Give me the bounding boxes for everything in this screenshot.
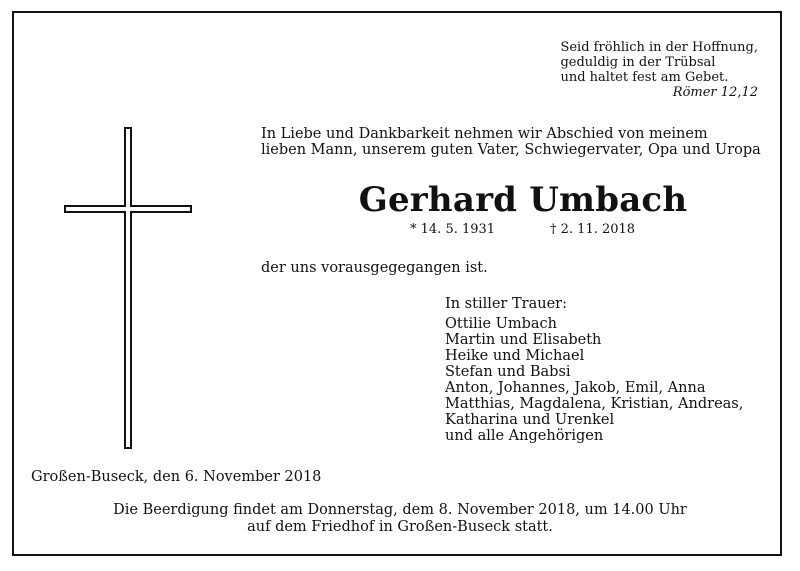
mourner-line: Ottilie Umbach [445, 316, 557, 332]
mourner-line: Anton, Johannes, Jakob, Emil, Anna [445, 380, 706, 396]
intro-text [261, 126, 761, 158]
mourner-line: Stefan und Babsi [445, 364, 571, 380]
passed-text: der uns vorausgegegangen ist. [261, 260, 488, 276]
verse-reference: Römer 12,12 [672, 85, 758, 100]
place-date: Großen-Buseck, den 6. November 2018 [31, 469, 322, 485]
funeral-info [0, 502, 800, 536]
mourner-line: und alle Angehörigen [445, 428, 604, 444]
mourners-heading: In stiller Trauer: [445, 296, 567, 312]
mourner-line: Matthias, Magdalena, Kristian, Andreas, [445, 396, 744, 412]
birth-date: * 14. 5. 1931 [410, 222, 496, 237]
mourner-line: Heike und Michael [445, 348, 585, 364]
deceased-name: Gerhard Umbach [358, 180, 688, 220]
funeral-line: auf dem Friedhof in Großen-Buseck statt. [247, 519, 553, 535]
verse-line: geduldig in der Trübsal [560, 55, 716, 70]
verse-line: und haltet fest am Gebet. [560, 70, 729, 85]
intro-line: lieben Mann, unserem guten Vater, Schwiegervater, Opa und Uropa [261, 142, 761, 158]
cross-icon [63, 127, 193, 449]
death-date: † 2. 11. 2018 [550, 222, 636, 237]
mourners-list [445, 296, 743, 444]
verse-line: Seid fröhlich in der Hoffnung, [560, 40, 758, 55]
intro-line: In Liebe und Dankbarkeit nehmen wir Abschied von meinem [261, 126, 708, 142]
mourner-line: Katharina und Urenkel [445, 412, 615, 428]
funeral-line: Die Beerdigung findet am Donnerstag, dem 8. November 2018, um 14.00 Uhr [113, 502, 687, 518]
bible-verse [560, 40, 758, 100]
mourner-line: Martin und Elisabeth [445, 332, 602, 348]
